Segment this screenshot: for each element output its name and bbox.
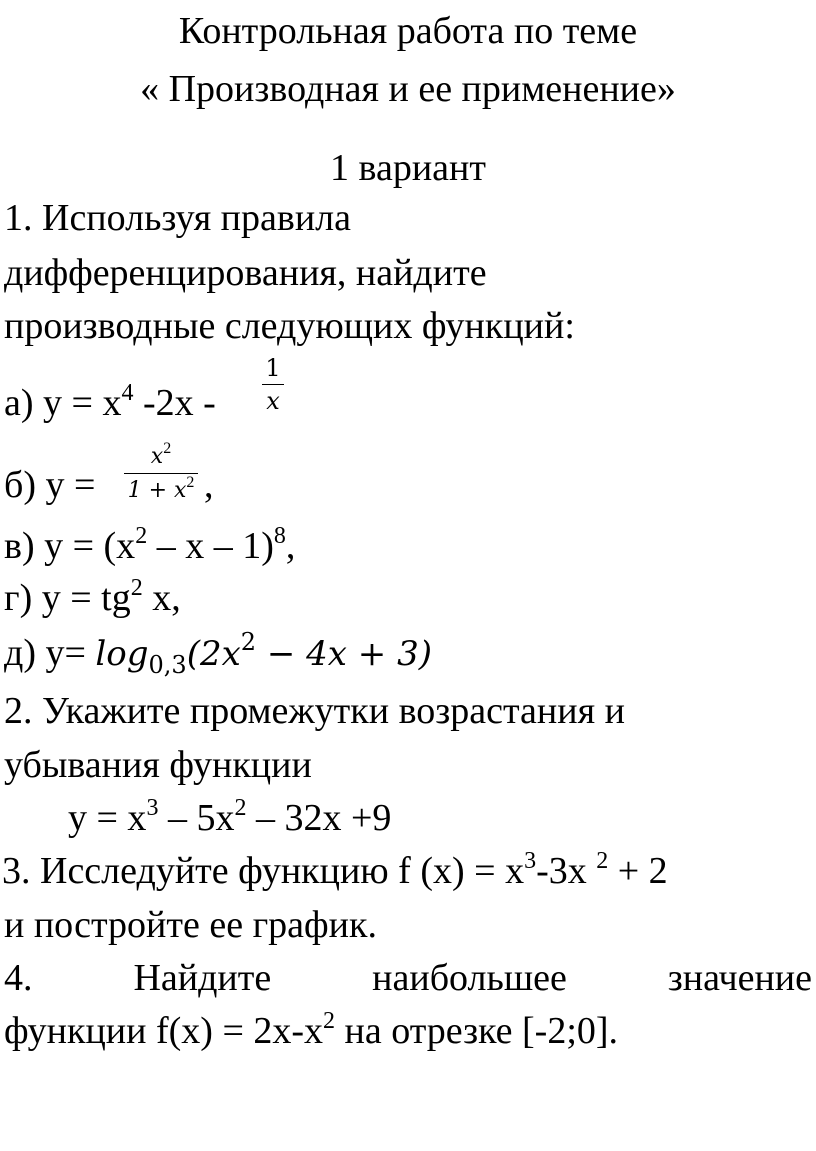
item-b-fraction bbox=[124, 442, 198, 505]
item-a-prefix: а) у = х bbox=[4, 382, 122, 424]
variant-heading: 1 вариант bbox=[330, 147, 486, 189]
task3-line1: 3. Исследуйте функцию f $(x) = x^3-3x$ $^2$ + 2 bbox=[2, 848, 668, 892]
title-line-2: « Производная и ее применение» bbox=[140, 68, 676, 110]
task4-line2: функции $f(x) = 2x-x^2$ на отрезке [-2;0]. bbox=[4, 1008, 619, 1052]
task1-item-v: в) $у = (х^2 - х - 1)^8$, bbox=[4, 523, 296, 567]
item-b-prefix: б) у = bbox=[4, 464, 96, 506]
item-a-den: x bbox=[266, 387, 280, 415]
task2-line2: убывания функции bbox=[4, 744, 312, 786]
item-a-mid: -2х - bbox=[133, 382, 216, 424]
task1-line2: дифференцирования, найдите bbox=[4, 252, 487, 294]
item-a-fraction bbox=[262, 354, 284, 415]
task1-item-a bbox=[4, 354, 812, 438]
item-a-exp: 4 bbox=[121, 380, 134, 406]
task1-item-g: г) $у = tg^2$ x, bbox=[4, 575, 181, 619]
item-b-den: $1 + x^2$ bbox=[127, 474, 195, 503]
task1-line1: 1. Используя правила bbox=[4, 197, 351, 239]
task3-line2: и постройте ее график. bbox=[4, 904, 377, 946]
task2-line1: 2. Укажите промежутки возрастания и bbox=[4, 690, 625, 732]
task2-formula: $у = х^3 - 5х^2 - 32х +9$ bbox=[68, 795, 392, 839]
item-a-num: 1 bbox=[265, 354, 281, 382]
item-b-suffix: , bbox=[204, 464, 214, 506]
task1-line3: производные следующих функций: bbox=[4, 305, 575, 347]
task1-item-b bbox=[4, 440, 812, 520]
task1-item-d: д) $у= \log_{0,3}(2x^2 - 4x + 3)$ bbox=[4, 628, 432, 679]
item-b-num: $x^2$ bbox=[150, 440, 172, 469]
task4-line1: 4. Найдите наибольшее значение bbox=[4, 957, 812, 999]
title-line-1: Контрольная работа по теме bbox=[178, 10, 638, 52]
